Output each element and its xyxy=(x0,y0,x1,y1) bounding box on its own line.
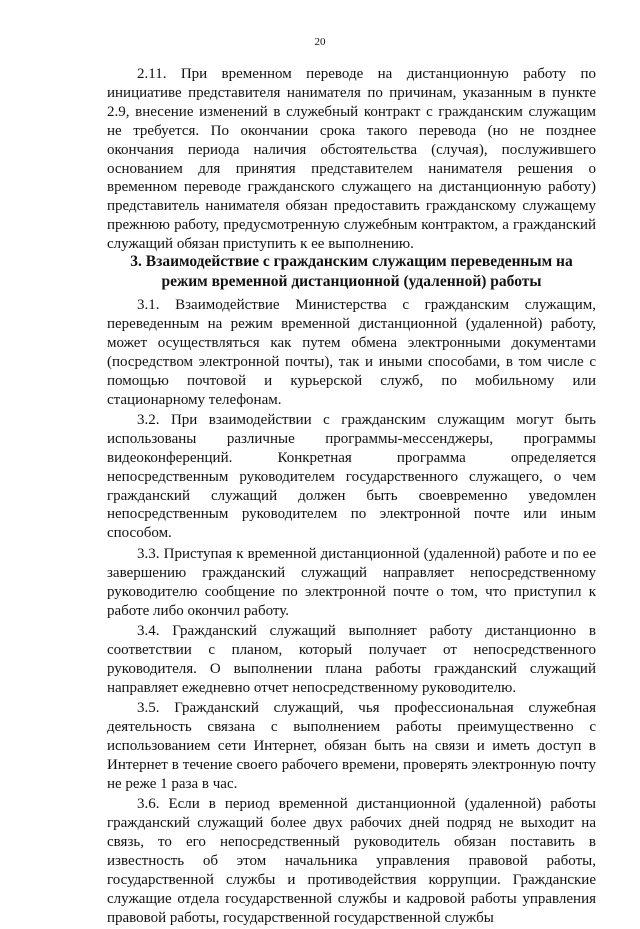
paragraph-3-2: 3.2. При взаимодействии с гражданским служащим могут быть использованы различные программы-мессенджеры, программы видеоконференций. Конкретная программа определяется непосредственным руководителем государственного служащего, о чем гражданский служащий должен быть своевременно уведомлен непосредственным руководителем по электронной почте или иным способом. xyxy=(107,411,596,542)
section-3-body xyxy=(107,296,596,929)
paragraph-3-1: 3.1. Взаимодействие Министерства с гражданским служащим, переведенным на режим временной дистанционной (удаленной) работу, может осуществляться как путем обмена электронными документами (посредством электронной почты), так и иными способами, в том числе с помощью почтовой и курьерской служб, по мобильному или стационарному телефонам. xyxy=(107,297,596,408)
paragraph-3-6: 3.6. Если в период временной дистанционной (удаленной) работы гражданский служащий более двух рабочих дней подряд не выходит на связь, то его непосредственный руководитель обязан поставить в известность об этом начальника управления правовой работы, государственной службы и противодействия коррупции. Граждaнские служащие отдела государственной службы и кадровой работы управления правовой работы, государственной государственной службы xyxy=(107,796,596,926)
section-3-heading-line-2: режим временной дистанционной (удаленной) работы xyxy=(161,273,542,290)
page-number: 20 xyxy=(314,36,326,48)
paragraph-2-11-block xyxy=(107,65,596,254)
paragraph-2-11: 2.11. При временном переводе на дистанционную работу по инициативе представителя нанимателя по причинам, указанным в пункте 2.9, внесение изменений в служебный контракт с гражданским служащим не требуется. По окончании срока такого перевода (но не позднее окончания периода наличия обстоятельства (случая), послужившего основанием для принятия представителем нанимателя решения о временном переводе гражданского служащего на дистанционную работу) представитель нанимателя обязан предоставить гражданскому служащему прежнюю работу, предусмотренную служебным контрактом, а гражданский служащий обязан приступить к ее выполнению. xyxy=(107,66,596,253)
paragraph-3-3: 3.3. Приступая к временной дистанционной (удаленной) работе и по ее завершению гражданский служащий направляет непосредственному руководителю сообщение по электронной почте о том, что приступил к работе либо окончил работу. xyxy=(107,545,596,619)
paragraph-3-5: 3.5. Гражданский служащий, чья профессиональная служебная деятельность связана с выполнением работы преимущественно с использованием сети Интернет, обязан быть на связи и иметь доступ в Интернет в течение своего рабочего времени, проверять электронную почту не реже 1 раза в час. xyxy=(107,700,596,792)
section-3-heading-line-1: 3. Взаимодействие с гражданским служащим переведенным на xyxy=(130,253,573,270)
section-3-heading xyxy=(107,252,596,292)
paragraph-3-4: 3.4. Гражданский служащий выполняет работу дистанционно в соответствии с планом, который получает от непосредственного руководителя. О выполнении плана работы гражданский служащий направляет ежедневно отчет непосредственному руководителю. xyxy=(107,622,596,696)
